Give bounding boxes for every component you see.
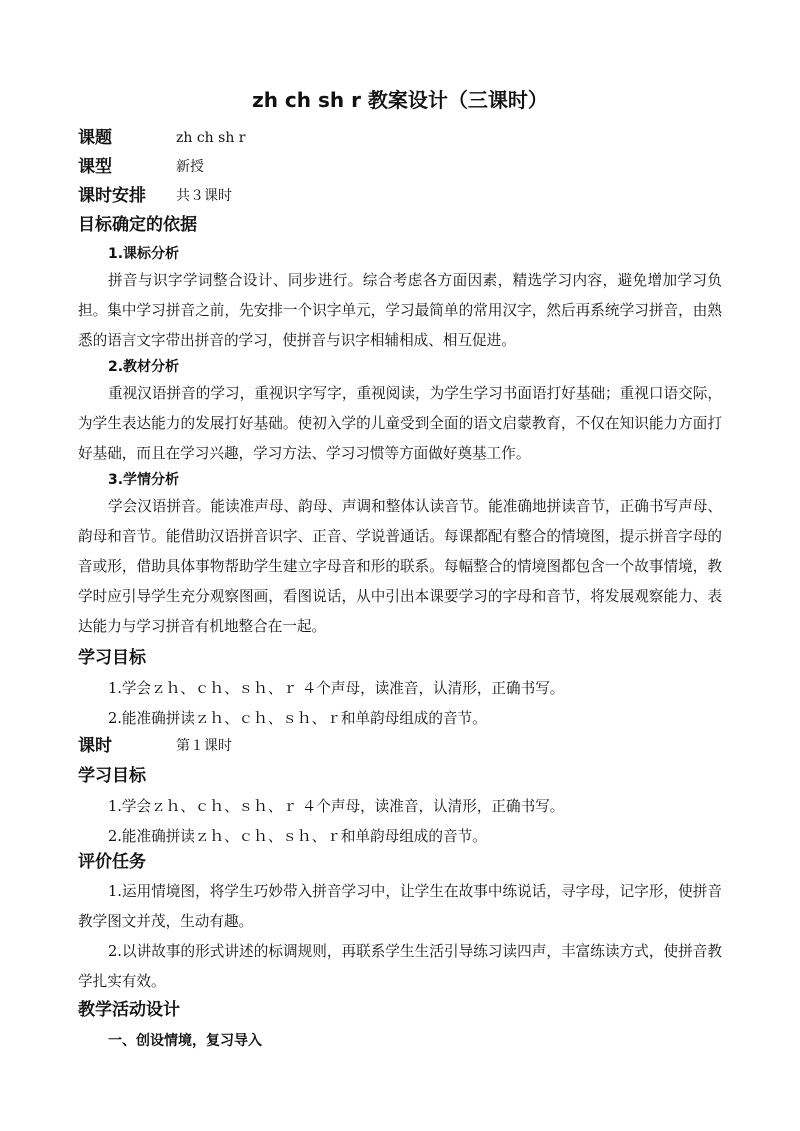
subsection-heading: 2.教材分析 [108,359,180,375]
lesson-label: 课时 [78,736,112,756]
meta-label: 课时安排 [78,186,146,206]
paragraph: 2.以讲故事的形式讲述的标调规则，再联系学生生活引导练习读四声，丰富练读方式，使拼音教学扎实有效。 [78,943,722,990]
list-item: 2.能准确拼读ｚｈ、ｃｈ、ｓｈ、ｒ和单韵母组成的音节。 [108,828,487,845]
subsection-heading: 1.课标分析 [108,246,180,262]
section-heading-goals: 学习目标 [78,766,146,786]
paragraph: 重视汉语拼音的学习，重视识字写字，重视阅读，为学生学习书面语打好基础；重视口语交际，为学生表达能力的发展打好基础。使初入学的儿童受到全面的语文启蒙教育，不仅在知识能力方面打好基础，而且在学习兴趣，学习方法、学习习惯等方面做好奠基工作。 [78,385,722,462]
meta-value: zh ch sh r [176,130,246,146]
section-heading-basis: 目标确定的依据 [78,215,197,235]
paragraph: 1.运用情境图，将学生巧妙带入拼音学习中，让学生在故事中练说话，寻字母，记字形，使拼音教学图文并茂，生动有趣。 [78,883,722,930]
list-item: 1.学会ｚｈ、ｃｈ、ｓｈ、ｒ ４个声母，读准音，认清形，正确书写。 [108,798,565,815]
section-heading-goals: 学习目标 [78,648,146,668]
lesson-row [78,734,232,758]
section-heading-evaluation: 评价任务 [78,852,146,872]
list-item: 1.学会ｚｈ、ｃｈ、ｓｈ、ｒ ４个声母，读准音，认清形，正确书写。 [108,680,565,697]
meta-value: 新授 [176,159,204,175]
section-heading-activity: 教学活动设计 [78,1000,180,1020]
meta-label: 课题 [78,128,112,148]
meta-row-schedule [78,184,232,208]
lesson-value: 第１课时 [176,738,232,754]
meta-row-type [78,155,204,179]
subsection-heading: 3.学情分析 [108,472,180,488]
subsection-heading: 一、创设情境，复习导入 [108,1033,262,1049]
paragraph: 学会汉语拼音。能读准声母、韵母、声调和整体认读音节。能准确地拼读音节，正确书写声母、韵母和音节。能借助汉语拼音识字、正音、学说普通话。每课都配有整合的情境图，提示拼音字母的音或形，借助具体事物帮助学生建立字母音和形的联系。每幅整合的情境图都包含一个故事情境，教学时应引导学生充分观察图画，看图说话，从中引出本课要学习的字母和音节，将发展观察能力、表达能力与学习拼音有机地整合在一起。 [78,498,722,635]
meta-label: 课型 [78,157,112,177]
list-item: 2.能准确拼读ｚｈ、ｃｈ、ｓｈ、ｒ和单韵母组成的音节。 [108,710,487,727]
meta-value: 共３课时 [176,188,232,204]
document-title: zh ch sh r 教案设计（三课时） [252,88,548,112]
paragraph: 拼音与识字学词整合设计、同步进行。综合考虑各方面因素，精选学习内容，避免增加学习负担。集中学习拼音之前，先安排一个识字单元，学习最简单的常用汉字，然后再系统学习拼音，由熟悉的语言文字带出拼音的学习，使拼音与识字相辅相成、相互促进。 [78,272,722,349]
meta-row-topic [78,126,246,150]
